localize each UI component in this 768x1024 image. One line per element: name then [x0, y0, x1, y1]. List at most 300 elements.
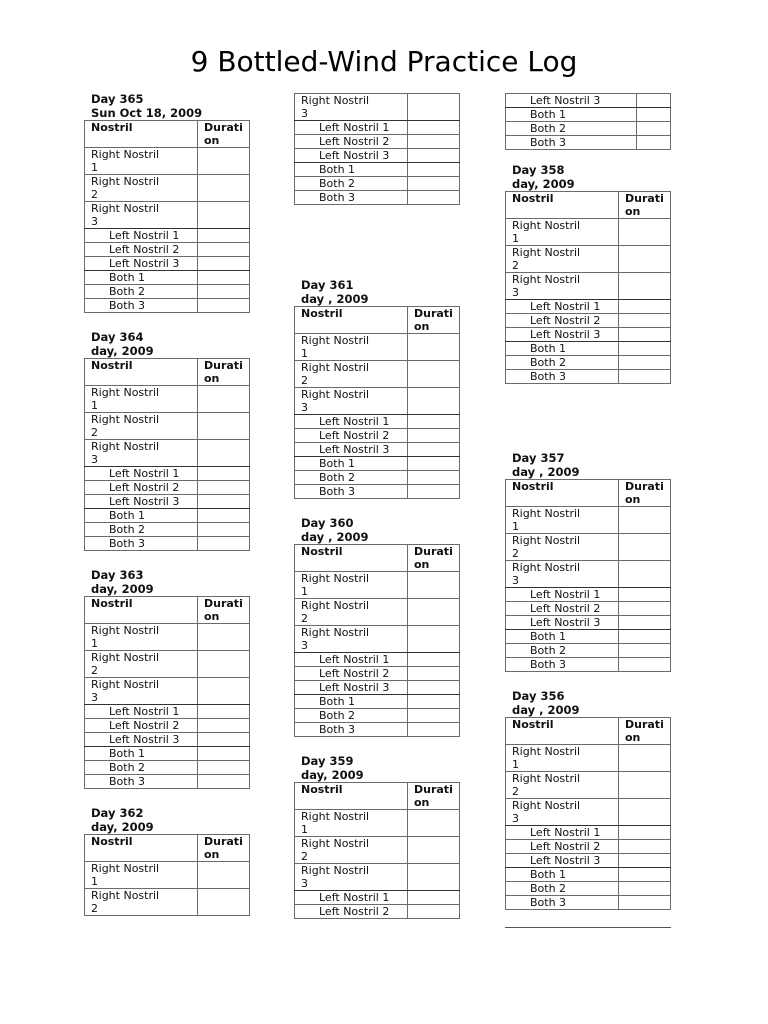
duration-cell[interactable]: [408, 149, 460, 163]
duration-cell[interactable]: [408, 695, 460, 709]
nostril-label: Both 1: [295, 695, 408, 709]
day-number: Day 364: [91, 330, 144, 344]
log-row: [506, 644, 671, 658]
duration-cell[interactable]: [619, 328, 671, 342]
log-row: [85, 440, 250, 467]
log-row: [295, 695, 460, 709]
log-row: [85, 775, 250, 789]
log-block: [84, 569, 250, 789]
log-row: [506, 868, 671, 882]
log-row: [85, 413, 250, 440]
nostril-label: Right Nostril 1: [295, 810, 408, 837]
duration-cell[interactable]: [619, 658, 671, 672]
log-row: [295, 599, 460, 626]
duration-cell[interactable]: [408, 891, 460, 905]
log-row: [85, 202, 250, 229]
log-row: [85, 509, 250, 523]
duration-cell[interactable]: [408, 361, 460, 388]
log-row: [295, 485, 460, 499]
table-header: [295, 783, 460, 810]
duration-header: Durati on: [619, 718, 671, 745]
log-row: [506, 108, 671, 122]
log-row: [85, 705, 250, 719]
practice-table-continued: [294, 93, 460, 205]
nostril-label: Left Nostril 1: [295, 121, 408, 135]
nostril-label: Left Nostril 3: [85, 257, 198, 271]
log-row: [295, 443, 460, 457]
day-date: day , 2009: [512, 702, 580, 717]
nostril-header: Nostril: [295, 307, 408, 334]
nostril-label: Left Nostril 1: [85, 467, 198, 481]
day-date: day, 2009: [91, 343, 154, 358]
duration-cell[interactable]: [619, 799, 671, 826]
log-row: [85, 257, 250, 271]
duration-cell[interactable]: [198, 523, 250, 537]
duration-cell[interactable]: [408, 905, 460, 919]
nostril-header: Nostril: [85, 121, 198, 148]
nostril-label: Left Nostril 2: [85, 243, 198, 257]
log-row: [506, 300, 671, 314]
duration-cell[interactable]: [198, 862, 250, 889]
nostril-label: Right Nostril 3: [506, 561, 619, 588]
log-row: [295, 191, 460, 205]
practice-table: [84, 596, 250, 789]
log-row: [506, 882, 671, 896]
nostril-label: Left Nostril 1: [85, 229, 198, 243]
log-row: [295, 723, 460, 737]
nostril-label: Both 2: [85, 761, 198, 775]
log-block: [505, 164, 671, 384]
nostril-label: Left Nostril 3: [85, 733, 198, 747]
nostril-label: Both 2: [85, 285, 198, 299]
nostril-label: Both 1: [85, 747, 198, 761]
log-row: [85, 523, 250, 537]
log-row: [506, 273, 671, 300]
duration-cell[interactable]: [619, 561, 671, 588]
duration-cell[interactable]: [619, 616, 671, 630]
duration-cell[interactable]: [408, 626, 460, 653]
nostril-label: Both 2: [295, 177, 408, 191]
duration-cell[interactable]: [408, 864, 460, 891]
log-row: [295, 837, 460, 864]
duration-cell[interactable]: [198, 299, 250, 313]
log-row: [85, 271, 250, 285]
duration-cell[interactable]: [619, 507, 671, 534]
duration-cell[interactable]: [198, 386, 250, 413]
nostril-label: Left Nostril 1: [295, 415, 408, 429]
log-block: [505, 690, 671, 910]
log-row: [506, 826, 671, 840]
duration-cell[interactable]: [198, 624, 250, 651]
duration-cell[interactable]: [619, 644, 671, 658]
nostril-label: Left Nostril 2: [295, 429, 408, 443]
duration-cell[interactable]: [408, 121, 460, 135]
log-block: [84, 807, 250, 916]
log-row: [85, 386, 250, 413]
log-row: [85, 747, 250, 761]
nostril-label: Right Nostril 1: [295, 334, 408, 361]
duration-cell[interactable]: [408, 572, 460, 599]
duration-cell[interactable]: [408, 653, 460, 667]
duration-cell[interactable]: [408, 415, 460, 429]
duration-cell[interactable]: [198, 148, 250, 175]
log-row: [295, 457, 460, 471]
nostril-label: Both 1: [85, 271, 198, 285]
duration-cell[interactable]: [619, 219, 671, 246]
nostril-label: Right Nostril 3: [295, 626, 408, 653]
log-block: [294, 279, 460, 499]
log-continuation: [505, 93, 671, 150]
log-row: [506, 630, 671, 644]
duration-cell[interactable]: [408, 810, 460, 837]
nostril-label: Left Nostril 3: [506, 94, 637, 108]
nostril-label: Right Nostril 2: [295, 837, 408, 864]
nostril-header: Nostril: [506, 480, 619, 507]
nostril-label: Both 3: [506, 136, 637, 150]
nostril-label: Right Nostril 3: [295, 864, 408, 891]
log-row: [295, 177, 460, 191]
log-row: [85, 719, 250, 733]
log-row: [295, 388, 460, 415]
duration-cell[interactable]: [198, 509, 250, 523]
nostril-label: Right Nostril 3: [85, 440, 198, 467]
duration-cell[interactable]: [408, 334, 460, 361]
log-row: [295, 810, 460, 837]
table-header: [506, 192, 671, 219]
log-row: [85, 651, 250, 678]
nostril-label: Both 2: [506, 356, 619, 370]
log-row: [295, 361, 460, 388]
nostril-header: Nostril: [295, 783, 408, 810]
nostril-label: Both 3: [295, 191, 408, 205]
duration-cell[interactable]: [198, 285, 250, 299]
duration-cell[interactable]: [408, 471, 460, 485]
duration-cell[interactable]: [619, 300, 671, 314]
day-date: day , 2009: [301, 291, 369, 306]
log-row: [85, 495, 250, 509]
nostril-label: Right Nostril 3: [85, 202, 198, 229]
nostril-header: Nostril: [506, 192, 619, 219]
nostril-label: Both 3: [85, 775, 198, 789]
duration-cell[interactable]: [198, 775, 250, 789]
nostril-label: Left Nostril 3: [295, 443, 408, 457]
practice-table: [294, 306, 460, 499]
log-row: [85, 467, 250, 481]
log-row: [295, 905, 460, 919]
nostril-label: Both 2: [295, 471, 408, 485]
practice-table-continued: [505, 93, 671, 150]
duration-cell[interactable]: [619, 826, 671, 840]
duration-cell[interactable]: [198, 413, 250, 440]
nostril-label: Left Nostril 3: [85, 495, 198, 509]
duration-cell[interactable]: [198, 257, 250, 271]
duration-cell[interactable]: [198, 889, 250, 916]
log-row: [295, 471, 460, 485]
duration-cell[interactable]: [198, 243, 250, 257]
log-row: [85, 761, 250, 775]
nostril-label: Right Nostril 2: [85, 413, 198, 440]
log-row: [506, 745, 671, 772]
nostril-label: Left Nostril 3: [295, 681, 408, 695]
nostril-label: Right Nostril 3: [85, 678, 198, 705]
nostril-label: Both 1: [295, 457, 408, 471]
nostril-label: Both 3: [506, 658, 619, 672]
nostril-label: Left Nostril 2: [295, 135, 408, 149]
nostril-label: Both 3: [295, 485, 408, 499]
duration-header: Durati on: [408, 307, 460, 334]
nostril-label: Left Nostril 2: [295, 667, 408, 681]
duration-cell[interactable]: [619, 588, 671, 602]
page-end-rule: [505, 927, 671, 928]
nostril-label: Both 2: [506, 122, 637, 136]
nostril-label: Both 2: [85, 523, 198, 537]
duration-cell[interactable]: [619, 854, 671, 868]
duration-header: Durati on: [198, 835, 250, 862]
day-date: day, 2009: [512, 176, 575, 191]
duration-cell[interactable]: [198, 733, 250, 747]
nostril-label: Right Nostril 3: [295, 388, 408, 415]
table-header: [85, 121, 250, 148]
nostril-label: Right Nostril 1: [85, 386, 198, 413]
day-number: Day 359: [301, 754, 354, 768]
nostril-label: Both 1: [506, 342, 619, 356]
log-row: [295, 121, 460, 135]
day-number: Day 361: [301, 278, 354, 292]
duration-cell[interactable]: [198, 440, 250, 467]
nostril-label: Right Nostril 2: [295, 599, 408, 626]
duration-cell[interactable]: [619, 342, 671, 356]
log-row: [295, 94, 460, 121]
duration-cell[interactable]: [637, 122, 671, 136]
duration-cell[interactable]: [198, 705, 250, 719]
log-row: [506, 370, 671, 384]
log-row: [506, 136, 671, 150]
duration-cell[interactable]: [619, 370, 671, 384]
nostril-label: Both 1: [295, 163, 408, 177]
duration-cell[interactable]: [408, 723, 460, 737]
duration-cell[interactable]: [198, 761, 250, 775]
duration-header: Durati on: [408, 783, 460, 810]
log-row: [295, 891, 460, 905]
log-row: [85, 624, 250, 651]
practice-table: [294, 544, 460, 737]
day-number: Day 360: [301, 516, 354, 530]
log-row: [506, 94, 671, 108]
duration-header: Durati on: [198, 597, 250, 624]
duration-cell[interactable]: [408, 709, 460, 723]
nostril-label: Right Nostril 1: [506, 745, 619, 772]
duration-cell[interactable]: [198, 747, 250, 761]
nostril-label: Right Nostril 2: [295, 361, 408, 388]
duration-cell[interactable]: [408, 599, 460, 626]
nostril-label: Right Nostril 1: [85, 624, 198, 651]
table-header: [506, 718, 671, 745]
nostril-label: Both 1: [506, 630, 619, 644]
duration-cell[interactable]: [408, 457, 460, 471]
duration-cell[interactable]: [408, 135, 460, 149]
duration-cell[interactable]: [619, 840, 671, 854]
log-row: [506, 314, 671, 328]
log-row: [295, 163, 460, 177]
nostril-label: Left Nostril 1: [85, 705, 198, 719]
log-row: [506, 219, 671, 246]
practice-table: [505, 479, 671, 672]
duration-cell[interactable]: [619, 882, 671, 896]
duration-cell[interactable]: [619, 602, 671, 616]
duration-cell[interactable]: [198, 495, 250, 509]
log-row: [85, 862, 250, 889]
duration-cell[interactable]: [198, 651, 250, 678]
log-row: [85, 299, 250, 313]
log-row: [85, 733, 250, 747]
duration-cell[interactable]: [198, 175, 250, 202]
log-row: [506, 896, 671, 910]
nostril-label: Left Nostril 2: [85, 481, 198, 495]
nostril-label: Left Nostril 1: [506, 826, 619, 840]
duration-cell[interactable]: [619, 534, 671, 561]
nostril-label: Left Nostril 2: [85, 719, 198, 733]
log-row: [85, 175, 250, 202]
log-block: [84, 331, 250, 551]
log-row: [506, 246, 671, 273]
nostril-label: Both 3: [295, 723, 408, 737]
log-row: [295, 334, 460, 361]
log-row: [506, 534, 671, 561]
duration-cell[interactable]: [198, 467, 250, 481]
table-header: [295, 545, 460, 572]
duration-cell[interactable]: [619, 630, 671, 644]
nostril-label: Left Nostril 3: [295, 149, 408, 163]
log-row: [85, 481, 250, 495]
duration-cell[interactable]: [408, 177, 460, 191]
log-row: [506, 840, 671, 854]
log-row: [506, 616, 671, 630]
duration-cell[interactable]: [637, 94, 671, 108]
duration-cell[interactable]: [198, 271, 250, 285]
day-date: day, 2009: [91, 819, 154, 834]
duration-cell[interactable]: [619, 868, 671, 882]
log-row: [506, 122, 671, 136]
nostril-label: Left Nostril 3: [506, 616, 619, 630]
log-block: [294, 517, 460, 737]
log-row: [295, 149, 460, 163]
nostril-label: Both 1: [506, 108, 637, 122]
nostril-label: Left Nostril 2: [506, 602, 619, 616]
log-row: [295, 135, 460, 149]
duration-cell[interactable]: [408, 94, 460, 121]
log-row: [85, 537, 250, 551]
duration-cell[interactable]: [619, 772, 671, 799]
duration-header: Durati on: [619, 192, 671, 219]
log-block: [84, 93, 250, 313]
nostril-label: Left Nostril 1: [506, 588, 619, 602]
duration-cell[interactable]: [408, 163, 460, 177]
duration-cell[interactable]: [619, 273, 671, 300]
log-row: [506, 799, 671, 826]
log-continuation: [294, 93, 460, 205]
nostril-label: Left Nostril 3: [506, 854, 619, 868]
duration-cell[interactable]: [198, 202, 250, 229]
duration-header: Durati on: [198, 121, 250, 148]
duration-cell[interactable]: [198, 678, 250, 705]
duration-cell[interactable]: [408, 191, 460, 205]
nostril-header: Nostril: [506, 718, 619, 745]
log-row: [506, 507, 671, 534]
duration-cell[interactable]: [408, 681, 460, 695]
duration-cell[interactable]: [619, 246, 671, 273]
duration-cell[interactable]: [408, 429, 460, 443]
practice-table: [84, 358, 250, 551]
duration-cell[interactable]: [637, 136, 671, 150]
duration-cell[interactable]: [408, 837, 460, 864]
nostril-label: Right Nostril 1: [506, 507, 619, 534]
log-row: [506, 561, 671, 588]
duration-cell[interactable]: [619, 314, 671, 328]
log-row: [85, 243, 250, 257]
nostril-label: Left Nostril 1: [506, 300, 619, 314]
day-number: Day 358: [512, 163, 565, 177]
table-header: [506, 480, 671, 507]
duration-cell[interactable]: [198, 229, 250, 243]
duration-cell[interactable]: [637, 108, 671, 122]
duration-cell[interactable]: [198, 537, 250, 551]
nostril-label: Both 3: [506, 896, 619, 910]
nostril-label: Right Nostril 2: [506, 534, 619, 561]
practice-table: [84, 120, 250, 313]
duration-cell[interactable]: [408, 388, 460, 415]
nostril-label: Right Nostril 2: [506, 246, 619, 273]
log-row: [506, 356, 671, 370]
day-number: Day 362: [91, 806, 144, 820]
table-header: [85, 359, 250, 386]
nostril-header: Nostril: [85, 835, 198, 862]
table-header: [85, 597, 250, 624]
log-row: [295, 709, 460, 723]
duration-cell[interactable]: [408, 485, 460, 499]
duration-cell[interactable]: [408, 667, 460, 681]
day-date: day , 2009: [512, 464, 580, 479]
nostril-label: Right Nostril 2: [506, 772, 619, 799]
nostril-label: Left Nostril 2: [506, 840, 619, 854]
duration-cell[interactable]: [619, 356, 671, 370]
duration-cell[interactable]: [619, 745, 671, 772]
nostril-header: Nostril: [85, 359, 198, 386]
duration-cell[interactable]: [198, 719, 250, 733]
nostril-label: Both 2: [506, 644, 619, 658]
log-row: [295, 429, 460, 443]
practice-table: [84, 834, 250, 916]
day-date: day, 2009: [91, 581, 154, 596]
log-row: [506, 854, 671, 868]
duration-cell[interactable]: [619, 896, 671, 910]
log-row: [506, 342, 671, 356]
log-row: [506, 772, 671, 799]
log-row: [506, 602, 671, 616]
day-number: Day 356: [512, 689, 565, 703]
nostril-label: Right Nostril 3: [295, 94, 408, 121]
duration-cell[interactable]: [408, 443, 460, 457]
nostril-label: Both 2: [506, 882, 619, 896]
practice-table: [294, 782, 460, 919]
duration-cell[interactable]: [198, 481, 250, 495]
log-row: [506, 588, 671, 602]
day-number: Day 365: [91, 92, 144, 106]
nostril-label: Both 3: [85, 299, 198, 313]
nostril-label: Left Nostril 1: [295, 653, 408, 667]
nostril-label: Both 1: [506, 868, 619, 882]
log-row: [506, 328, 671, 342]
practice-table: [505, 191, 671, 384]
